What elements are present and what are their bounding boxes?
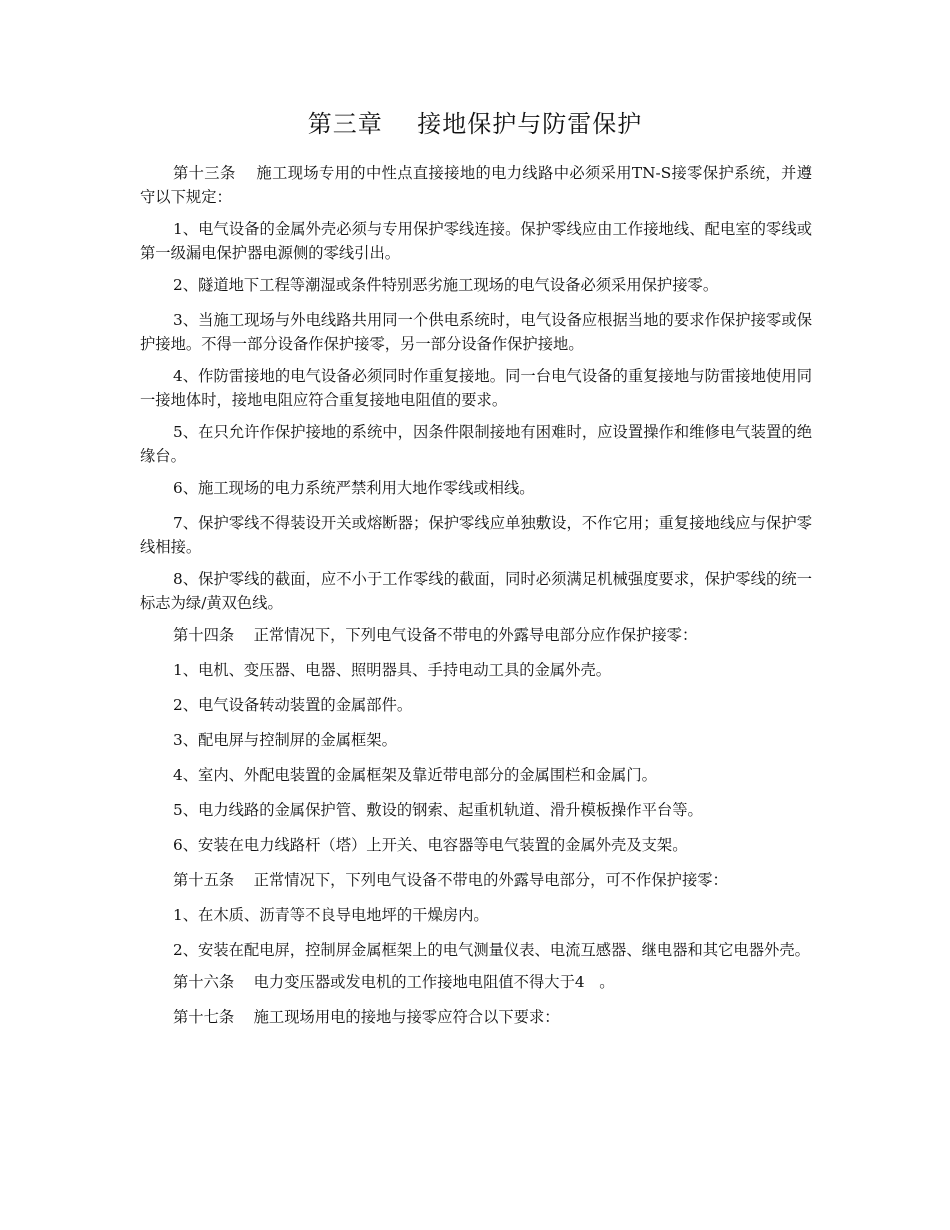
clause-paragraph: 3、当施工现场与外电线路共用同一个供电系统时，电气设备应根据当地的要求作保护接零或保护接地。不得一部分设备作保护接零，另一部分设备作保护接地。 xyxy=(140,311,812,353)
article-13-paragraph: 第十三条 施工现场专用的中性点直接接地的电力线路中必须采用TN-S接零保护系统，并遵守以下规定： xyxy=(140,164,812,206)
chapter-title: 第三章 接地保护与防雷保护 xyxy=(307,110,643,138)
clause-paragraph: 4、作防雷接地的电气设备必须同时作重复接地。同一台电气设备的重复接地与防雷接地使用同一接地体时，接地电阻应符合重复接地电阻值的要求。 xyxy=(140,367,812,409)
clause-paragraph: 1、在木质、沥青等不良导电地坪的干燥房内。 xyxy=(173,906,489,924)
article-17-paragraph: 第十七条 施工现场用电的接地与接零应符合以下要求： xyxy=(173,1008,560,1026)
clause-paragraph: 6、安装在电力线路杆（塔）上开关、电容器等电气装置的金属外壳及支架。 xyxy=(173,836,688,854)
article-15-paragraph: 第十五条 正常情况下，下列电气设备不带电的外露导电部分，可不作保护接零： xyxy=(173,871,728,889)
clause-paragraph: 2、电气设备转动装置的金属部件。 xyxy=(173,696,413,714)
article-14-paragraph: 第十四条 正常情况下，下列电气设备不带电的外露导电部分应作保护接零： xyxy=(173,626,698,644)
clause-paragraph: 2、隧道地下工程等潮湿或条件特别恶劣施工现场的电气设备必须采用保护接零。 xyxy=(173,276,719,294)
clause-paragraph: 4、室内、外配电装置的金属框架及靠近带电部分的金属围栏和金属门。 xyxy=(173,766,657,784)
clause-paragraph: 1、电机、变压器、电器、照明器具、手持电动工具的金属外壳。 xyxy=(173,661,612,679)
clause-paragraph: 2、安装在配电屏，控制屏金属框架上的电气测量仪表、电流互感器、继电器和其它电器外壳。 xyxy=(173,941,810,959)
clause-paragraph: 1、电气设备的金属外壳必须与专用保护零线连接。保护零线应由工作接地线、配电室的零线或第一级漏电保护器电源侧的零线引出。 xyxy=(140,220,812,262)
clause-paragraph: 3、配电屏与控制屏的金属框架。 xyxy=(173,731,397,749)
clause-paragraph: 8、保护零线的截面，应不小于工作零线的截面，同时必须满足机械强度要求，保护零线的统一标志为绿/黄双色线。 xyxy=(140,570,812,612)
article-16-paragraph: 第十六条 电力变压器或发电机的工作接地电阻值不得大于4 。 xyxy=(173,973,615,991)
clause-paragraph: 7、保护零线不得装设开关或熔断器；保护零线应单独敷设，不作它用；重复接地线应与保护零线相接。 xyxy=(140,514,812,556)
clause-paragraph: 6、施工现场的电力系统严禁利用大地作零线或相线。 xyxy=(173,479,535,497)
clause-paragraph: 5、电力线路的金属保护管、敷设的钢索、起重机轨道、滑升模板操作平台等。 xyxy=(173,801,703,819)
document-body xyxy=(140,161,812,1040)
clause-paragraph: 5、在只允许作保护接地的系统中，因条件限制接地有困难时，应设置操作和维修电气装置的绝缘台。 xyxy=(140,423,812,465)
